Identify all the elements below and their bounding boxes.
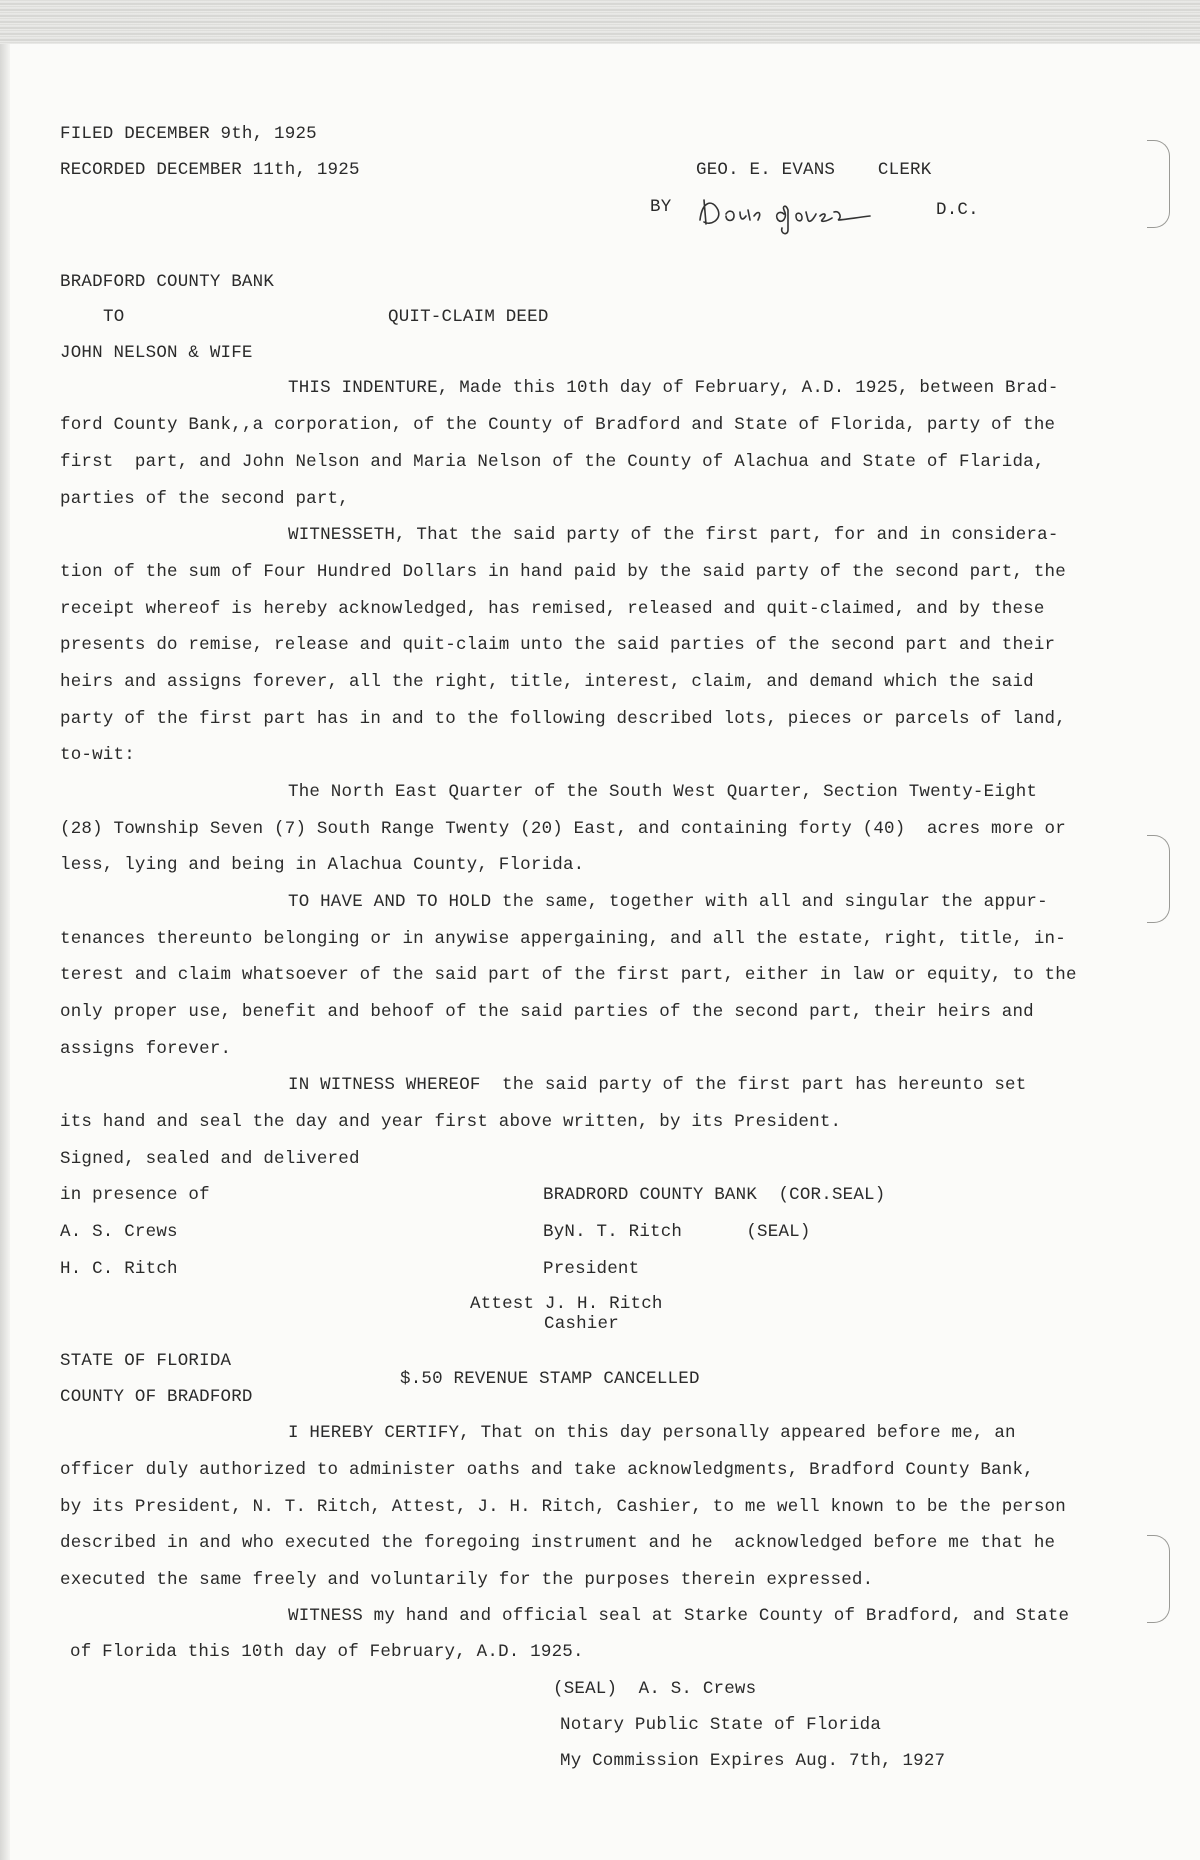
acknowledgment-line: officer duly authorized to administer oaths and take acknowledgments, Bradford County Bank,	[60, 1460, 1034, 1480]
president-title: President	[543, 1259, 640, 1279]
acknowledgment-line: of Florida this 10th day of February, A.D. 1925.	[70, 1642, 584, 1662]
cashier-title: Cashier	[544, 1314, 619, 1334]
witness-2: H. C. Ritch	[60, 1259, 178, 1279]
body-line: to-wit:	[60, 745, 135, 765]
deputy-clerk-label: D.C.	[936, 200, 979, 220]
by-label: BY	[650, 197, 672, 217]
acknowledgment-line: by its President, N. T. Ritch, Attest, J. H. Ritch, Cashier, to me well known to be the person	[60, 1497, 1066, 1517]
notary-commission: My Commission Expires Aug. 7th, 1927	[560, 1751, 946, 1771]
recorded-date: RECORDED DECEMBER 11th, 1925	[60, 160, 360, 180]
body-line: TO HAVE AND TO HOLD the same, together with all and singular the appur-	[288, 892, 1048, 912]
body-line: assigns forever.	[60, 1039, 232, 1059]
scan-left-edge	[0, 44, 10, 1860]
body-line: tion of the sum of Four Hundred Dollars in hand paid by the said party of the second part, the	[60, 562, 1066, 582]
filed-date: FILED DECEMBER 9th, 1925	[60, 124, 317, 144]
body-line: (28) Township Seven (7) South Range Twenty (20) East, and containing forty (40) acres more or	[60, 819, 1066, 839]
body-line: ford County Bank,,a corporation, of the County of Bradford and State of Florida, party of the	[60, 415, 1056, 435]
acknowledgment-line: WITNESS my hand and official seal at Starke County of Bradford, and State	[288, 1606, 1070, 1626]
notary-seal-signature: (SEAL) A. S. Crews	[553, 1679, 757, 1699]
grantee: JOHN NELSON & WIFE	[60, 343, 253, 363]
grantor: BRADFORD COUNTY BANK	[60, 272, 275, 292]
president-signature-line: ByN. T. Ritch (SEAL)	[543, 1222, 811, 1242]
county-label: COUNTY OF BRADFORD	[60, 1387, 253, 1407]
binder-hole-top	[1147, 140, 1170, 228]
body-line: its hand and seal the day and year first above written, by its President.	[60, 1112, 842, 1132]
body-line: tenances thereunto belonging or in anywise appergaining, and all the estate, right, title, in-	[60, 929, 1066, 949]
deed-title: QUIT-CLAIM DEED	[388, 307, 549, 327]
revenue-stamp-note: $.50 REVENUE STAMP CANCELLED	[400, 1369, 700, 1389]
body-line: presents do remise, release and quit-claim unto the said parties of the second part and their	[60, 635, 1056, 655]
body-line: parties of the second part,	[60, 489, 349, 509]
clerk-signature	[692, 190, 932, 236]
body-line: party of the first part has in and to the following described lots, pieces or parcels of land,	[60, 709, 1066, 729]
state-label: STATE OF FLORIDA	[60, 1351, 232, 1371]
body-line: receipt whereof is hereby acknowledged, has remised, released and quit-claimed, and by these	[60, 599, 1045, 619]
body-line: terest and claim whatsoever of the said part of the first part, either in law or equity, to the	[60, 965, 1077, 985]
body-line: heirs and assigns forever, all the right, title, interest, claim, and demand which the said	[60, 672, 1034, 692]
body-line: The North East Quarter of the South West Quarter, Section Twenty-Eight	[288, 782, 1038, 802]
notary-title: Notary Public State of Florida	[560, 1715, 882, 1735]
clerk-name: GEO. E. EVANS CLERK	[696, 160, 932, 180]
body-line: WITNESSETH, That the said party of the first part, for and in considera-	[288, 525, 1059, 545]
binder-hole-middle	[1147, 835, 1170, 923]
body-line: only proper use, benefit and behoof of the said parties of the second part, their heirs and	[60, 1002, 1034, 1022]
body-line: Signed, sealed and delivered	[60, 1149, 360, 1169]
acknowledgment-line: described in and who executed the foregoing instrument and he acknowledged before me that he	[60, 1533, 1056, 1553]
in-presence-label: in presence of	[60, 1185, 210, 1205]
body-line: first part, and John Nelson and Maria Nelson of the County of Alachua and State of Flarida,	[60, 452, 1045, 472]
bank-signature-line: BRADRORD COUNTY BANK (COR.SEAL)	[543, 1185, 886, 1205]
binder-hole-bottom	[1147, 1535, 1170, 1623]
body-line: IN WITNESS WHEREOF the said party of the first part has hereunto set	[288, 1075, 1027, 1095]
acknowledgment-line: I HEREBY CERTIFY, That on this day personally appeared before me, an	[288, 1423, 1016, 1443]
body-line: THIS INDENTURE, Made this 10th day of February, A.D. 1925, between Brad-	[288, 378, 1059, 398]
witness-1: A. S. Crews	[60, 1222, 178, 1242]
body-line: less, lying and being in Alachua County, Florida.	[60, 855, 585, 875]
attest-line: Attest J. H. Ritch	[470, 1294, 663, 1314]
to-label: TO	[103, 307, 125, 327]
scan-top-band	[0, 0, 1200, 44]
acknowledgment-line: executed the same freely and voluntarily for the purposes therein expressed.	[60, 1570, 874, 1590]
